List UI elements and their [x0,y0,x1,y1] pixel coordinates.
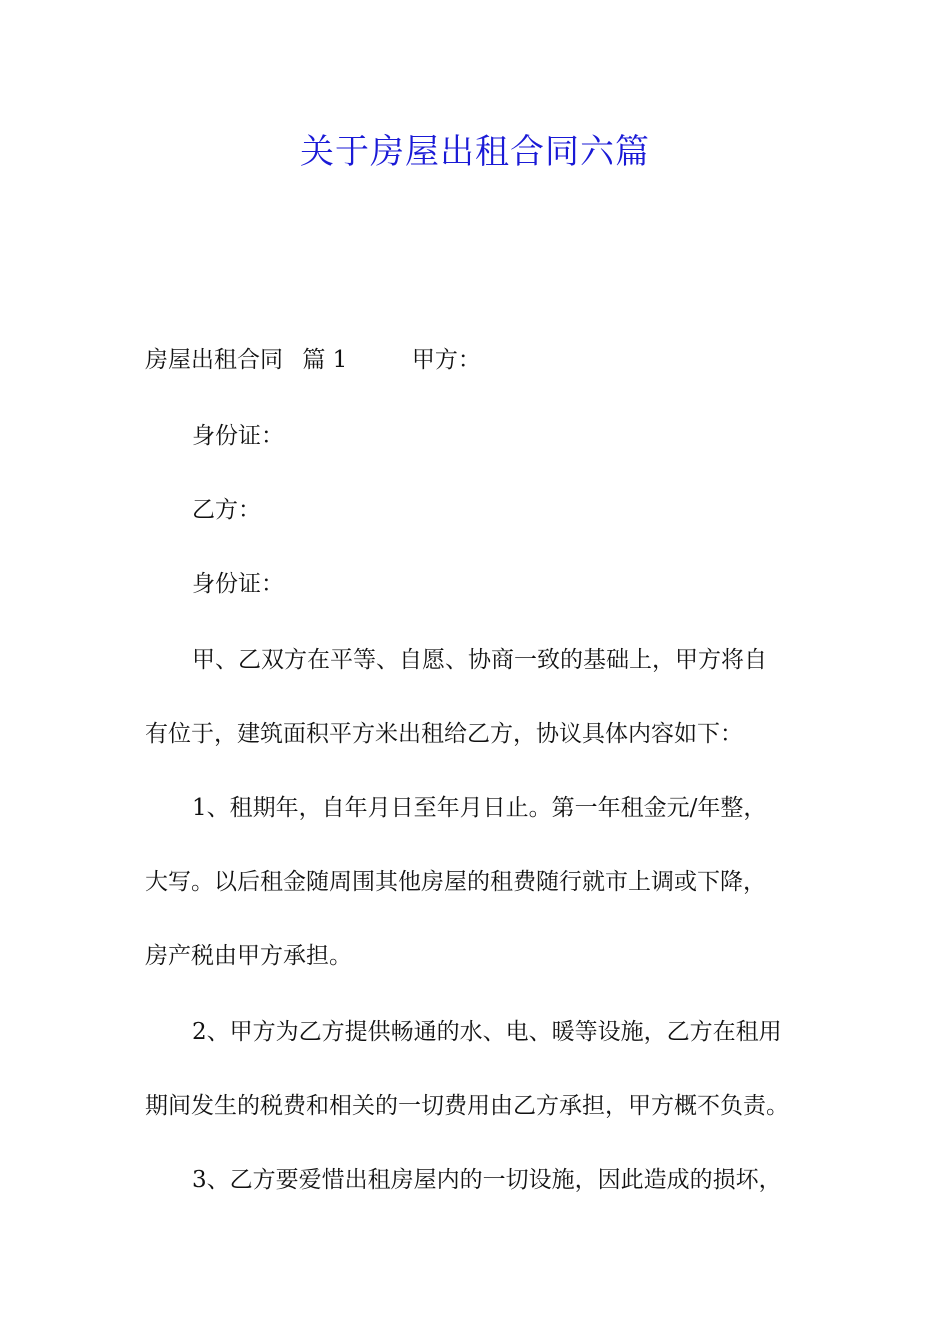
party-b-id-field: 身份证： [192,571,284,597]
section-part: 篇 1 [302,347,348,373]
clause-3-line-1: 3、乙方要爱惜出租房屋内的一切设施，因此造成的损坏， [192,1167,782,1193]
intro-paragraph-line-1: 甲、乙双方在平等、自愿、协商一致的基础上，甲方将自 [192,647,767,673]
document-title: 关于房屋出租合同六篇 [300,132,650,172]
clause-2-line-1: 2、甲方为乙方提供畅通的水、电、暖等设施，乙方在租用 [192,1019,782,1045]
party-a-id-field: 身份证： [192,423,284,449]
clause-1-line-3: 房产税由甲方承担。 [145,943,352,969]
party-a-label: 甲方： [411,347,481,373]
clause-1-line-2: 大写。以后租金随周围其他房屋的租费随行就市上调或下降， [145,869,766,895]
party-b-label: 乙方： [192,497,261,523]
intro-paragraph-line-2: 有位于，建筑面积平方米出租给乙方，协议具体内容如下： [145,721,743,747]
section-name: 房屋出租合同 [145,347,283,373]
contract-header-line [145,344,810,376]
clause-1-line-1: 1、租期年，自年月日至年月日止。第一年租金元/年整， [192,795,767,821]
clause-2-line-2: 期间发生的税费和相关的一切费用由乙方承担，甲方概不负责。 [145,1093,789,1119]
